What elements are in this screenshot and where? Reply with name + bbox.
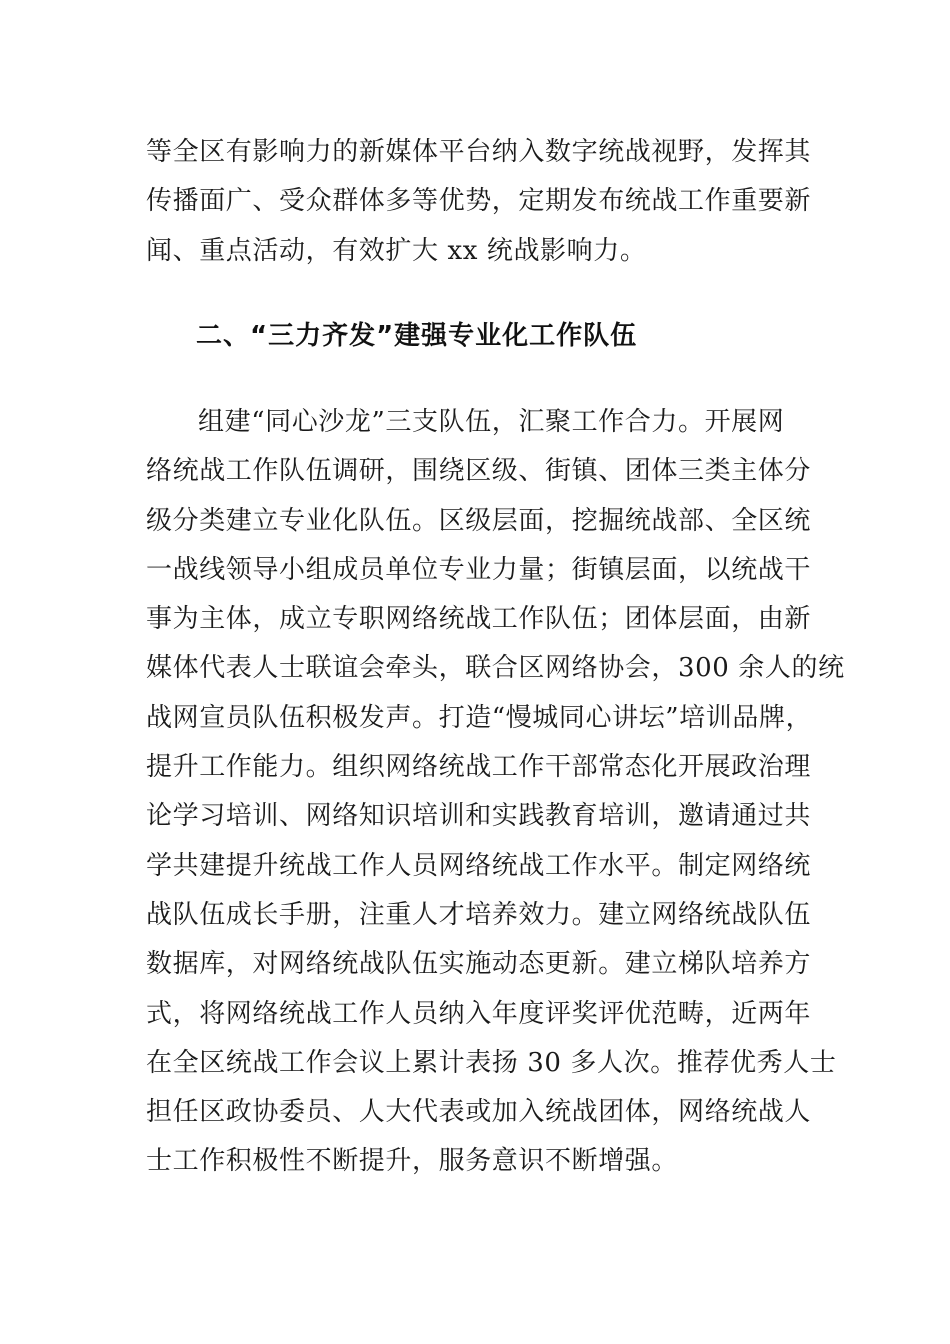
paragraph-line: 提升工作能力。组织网络统战工作干部常态化开展政治理 — [146, 752, 812, 783]
paragraph-line: 战队伍成长手册，注重人才培养效力。建立网络统战队伍 — [146, 899, 812, 930]
paragraph-line: 式，将网络统战工作人员纳入年度评奖评优范畴，近两年 — [146, 998, 812, 1029]
paragraph-line: 媒体代表人士联谊会牵头，联合区网络协会，300 余人的统 — [146, 653, 845, 684]
paragraph-line: 担任区政协委员、人大代表或加入统战团体，网络统战人 — [146, 1097, 812, 1128]
paragraph-line: 组建“同心沙龙”三支队伍，汇聚工作合力。开展网 — [198, 407, 785, 437]
paragraph-line: 战网宣员队伍积极发声。打造“慢城同心讲坛”培训品牌， — [146, 702, 813, 733]
paragraph-line: 士工作积极性不断提升，服务意识不断增强。 — [146, 1146, 679, 1177]
paragraph-line: 在全区统战工作会议上累计表扬 30 多人次。推荐优秀人士 — [146, 1047, 837, 1078]
section-heading: 二、“三力齐发”建强专业化工作队伍 — [196, 321, 638, 351]
paragraph-line: 一战线领导小组成员单位专业力量；街镇层面，以统战干 — [146, 554, 812, 585]
paragraph-line: 事为主体，成立专职网络统战工作队伍；团体层面，由新 — [146, 604, 812, 635]
continuation-paragraph — [146, 128, 812, 276]
paragraph-line: 等全区有影响力的新媒体平台纳入数字统战视野，发挥其 — [146, 137, 812, 167]
paragraph-line: 传播面广、受众群体多等优势，定期发布统战工作重要新 — [146, 186, 812, 217]
body-paragraph — [146, 398, 845, 1187]
paragraph-line: 闻、重点活动，有效扩大 xx 统战影响力。 — [146, 235, 647, 266]
paragraph-line: 数据库，对网络统战队伍实施动态更新。建立梯队培养方 — [146, 949, 812, 980]
paragraph-line: 络统战工作队伍调研，围绕区级、街镇、团体三类主体分 — [146, 456, 812, 487]
paragraph-line: 级分类建立专业化队伍。区级层面，挖掘统战部、全区统 — [146, 505, 812, 536]
paragraph-line: 论学习培训、网络知识培训和实践教育培训，邀请通过共 — [146, 801, 812, 832]
paragraph-line: 学共建提升统战工作人员网络统战工作水平。制定网络统 — [146, 850, 812, 881]
